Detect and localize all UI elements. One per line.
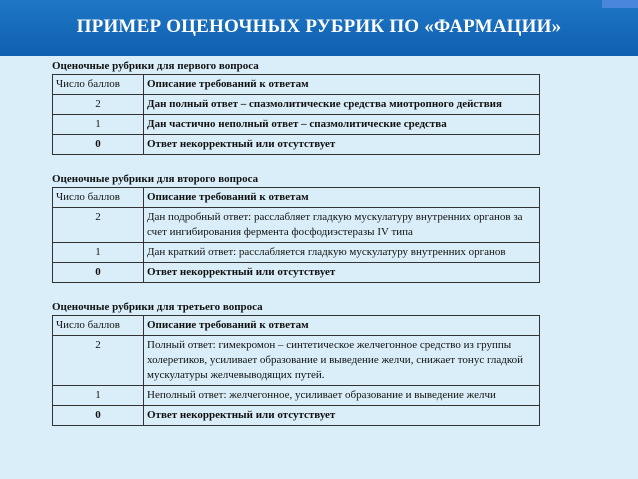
description-cell: Неполный ответ: желчегонное, усиливает образование и выведение желчи	[144, 386, 540, 406]
score-cell: 1	[53, 386, 144, 406]
description-cell: Дан подробный ответ: расслабляет гладкую мускулатуру внутренних органов за счет ингибирования фермента фосфодиэстеразы IV типа	[144, 208, 540, 243]
description-cell: Ответ некорректный или отсутствует	[144, 263, 540, 283]
table-row	[53, 386, 540, 406]
table-header-row	[53, 188, 540, 208]
table-row	[53, 115, 540, 135]
section-title-3: Оценочные рубрики для третьего вопроса	[52, 301, 263, 313]
header-score: Число баллов	[53, 75, 144, 95]
title-accent	[602, 0, 638, 8]
table-header-row	[53, 316, 540, 336]
table-row	[53, 336, 540, 386]
table-row	[53, 95, 540, 115]
score-cell: 1	[53, 115, 144, 135]
description-cell: Дан краткий ответ: расслабляется гладкую мускулатуру внутренних органов	[144, 243, 540, 263]
rubric-table-1	[52, 74, 540, 155]
table-row	[53, 406, 540, 426]
header-score: Число баллов	[53, 316, 144, 336]
table-row	[53, 208, 540, 243]
section-title-2: Оценочные рубрики для второго вопроса	[52, 173, 259, 185]
table-header-row	[53, 75, 540, 95]
header-score: Число баллов	[53, 188, 144, 208]
description-cell: Полный ответ: гимекромон – синтетическое желчегонное средство из группы холеретиков, усиливает образование и выведение желчи, снижает тонус гладкой мускулатуры желчевыводящих путей.	[144, 336, 540, 386]
rubric-table-3	[52, 315, 540, 426]
page-title: ПРИМЕР ОЦЕНОЧНЫХ РУБРИК ПО «ФАРМАЦИИ»	[76, 16, 562, 37]
table-row	[53, 135, 540, 155]
table-row	[53, 243, 540, 263]
score-cell: 1	[53, 243, 144, 263]
header-description: Описание требований к ответам	[144, 75, 540, 95]
score-cell: 0	[53, 263, 144, 283]
score-cell: 0	[53, 135, 144, 155]
description-cell: Ответ некорректный или отсутствует	[144, 406, 540, 426]
score-cell: 2	[53, 95, 144, 115]
description-cell: Ответ некорректный или отсутствует	[144, 135, 540, 155]
table-row	[53, 263, 540, 283]
title-bar	[0, 0, 638, 56]
header-description: Описание требований к ответам	[144, 188, 540, 208]
header-description: Описание требований к ответам	[144, 316, 540, 336]
score-cell: 2	[53, 336, 144, 386]
score-cell: 2	[53, 208, 144, 243]
description-cell: Дан полный ответ – спазмолитические средства миотропного действия	[144, 95, 540, 115]
score-cell: 0	[53, 406, 144, 426]
rubrics-content	[52, 56, 542, 426]
description-cell: Дан частично неполный ответ – спазмолитические средства	[144, 115, 540, 135]
rubric-table-2	[52, 187, 540, 283]
section-title-1: Оценочные рубрики для первого вопроса	[52, 60, 259, 72]
